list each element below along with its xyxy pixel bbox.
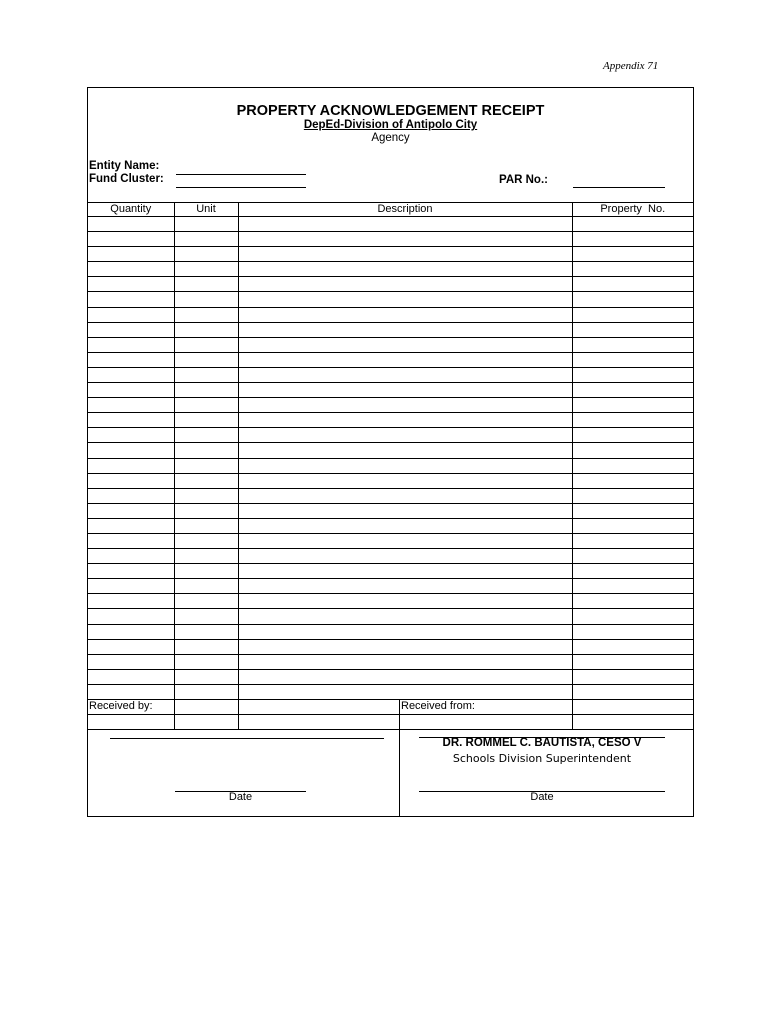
table-row xyxy=(88,443,693,458)
cell-unit[interactable] xyxy=(174,383,238,398)
signature-divider xyxy=(399,699,400,816)
cell-unit[interactable] xyxy=(174,428,238,443)
cell-unit[interactable] xyxy=(174,564,238,579)
cell-quantity[interactable] xyxy=(88,549,174,564)
cell-description[interactable] xyxy=(238,398,572,413)
cell-unit[interactable] xyxy=(174,307,238,322)
table-row xyxy=(88,383,693,398)
table-row xyxy=(88,413,693,428)
cell-quantity[interactable] xyxy=(88,579,174,594)
cell-quantity[interactable] xyxy=(88,639,174,654)
cell-quantity[interactable] xyxy=(88,473,174,488)
cell-description[interactable] xyxy=(238,684,572,699)
cell-description[interactable] xyxy=(238,307,572,322)
table-row xyxy=(88,428,693,443)
table-row xyxy=(88,247,693,262)
table-row xyxy=(88,217,693,232)
table-row xyxy=(88,307,693,322)
cell-quantity[interactable] xyxy=(88,624,174,639)
cell-description[interactable] xyxy=(238,337,572,352)
cell-property-no[interactable] xyxy=(572,533,693,548)
par-no-label: PAR No.: xyxy=(499,174,548,186)
col-header-unit: Unit xyxy=(174,203,238,217)
cell-unit[interactable] xyxy=(174,367,238,382)
cell-unit[interactable] xyxy=(174,684,238,699)
cell-quantity[interactable] xyxy=(88,232,174,247)
cell-quantity[interactable] xyxy=(88,247,174,262)
fund-cluster-field[interactable] xyxy=(176,187,306,188)
table-row xyxy=(88,609,693,624)
cell-quantity[interactable] xyxy=(88,383,174,398)
par-no-field[interactable] xyxy=(573,187,665,188)
cell-unit[interactable] xyxy=(174,277,238,292)
col-header-description: Description xyxy=(238,203,572,217)
cell-quantity[interactable] xyxy=(88,217,174,232)
received-by-label: Received by: xyxy=(89,700,153,712)
cell-unit[interactable] xyxy=(174,337,238,352)
table-row xyxy=(88,654,693,669)
received-from-date-label: Date xyxy=(530,791,554,803)
table-row xyxy=(88,579,693,594)
received-by-date-label: Date xyxy=(228,791,253,803)
cell-property-no[interactable] xyxy=(572,277,693,292)
cell-property-no[interactable] xyxy=(572,337,693,352)
table-row xyxy=(88,669,693,684)
cell-unit[interactable] xyxy=(174,503,238,518)
cell-property-no[interactable] xyxy=(572,307,693,322)
cell-property-no[interactable] xyxy=(572,639,693,654)
table-row xyxy=(88,533,693,548)
cell-property-no[interactable] xyxy=(572,232,693,247)
signature-section xyxy=(88,699,693,816)
entity-name-label: Entity Name: xyxy=(89,160,160,172)
cell-quantity[interactable] xyxy=(88,503,174,518)
cell-unit[interactable] xyxy=(174,413,238,428)
cell-quantity[interactable] xyxy=(88,518,174,533)
cell-description[interactable] xyxy=(238,367,572,382)
cell-description[interactable] xyxy=(238,428,572,443)
cell-description[interactable] xyxy=(238,609,572,624)
cell-property-no[interactable] xyxy=(572,669,693,684)
cell-property-no[interactable] xyxy=(572,262,693,277)
cell-quantity[interactable] xyxy=(88,684,174,699)
table-row xyxy=(88,232,693,247)
cell-unit[interactable] xyxy=(174,443,238,458)
cell-property-no[interactable] xyxy=(572,367,693,382)
table-row xyxy=(88,292,693,307)
cell-unit[interactable] xyxy=(174,533,238,548)
cell-unit[interactable] xyxy=(174,669,238,684)
cell-unit[interactable] xyxy=(174,473,238,488)
cell-quantity[interactable] xyxy=(88,277,174,292)
table-header-row xyxy=(88,203,693,217)
received-from-position: Schools Division Superintendent xyxy=(452,752,632,765)
table-row xyxy=(88,488,693,503)
cell-quantity[interactable] xyxy=(88,533,174,548)
entity-name-field[interactable] xyxy=(176,174,306,175)
cell-property-no[interactable] xyxy=(572,564,693,579)
cell-property-no[interactable] xyxy=(572,217,693,232)
cell-quantity[interactable] xyxy=(88,262,174,277)
cell-description[interactable] xyxy=(238,443,572,458)
cell-property-no[interactable] xyxy=(572,413,693,428)
cell-description[interactable] xyxy=(238,669,572,684)
cell-quantity[interactable] xyxy=(88,609,174,624)
table-row xyxy=(88,262,693,277)
cell-property-no[interactable] xyxy=(572,624,693,639)
cell-property-no[interactable] xyxy=(572,503,693,518)
cell-description[interactable] xyxy=(238,488,572,503)
cell-description[interactable] xyxy=(238,352,572,367)
cell-description[interactable] xyxy=(238,413,572,428)
cell-quantity[interactable] xyxy=(88,488,174,503)
cell-description[interactable] xyxy=(238,292,572,307)
table-row xyxy=(88,473,693,488)
cell-description[interactable] xyxy=(238,518,572,533)
cell-description[interactable] xyxy=(238,579,572,594)
cell-quantity[interactable] xyxy=(88,564,174,579)
cell-description[interactable] xyxy=(238,473,572,488)
cell-property-no[interactable] xyxy=(572,518,693,533)
table-row xyxy=(88,624,693,639)
agency-label: Agency xyxy=(371,132,410,144)
appendix-label: Appendix 71 xyxy=(603,60,659,72)
table-row xyxy=(88,503,693,518)
cell-description[interactable] xyxy=(238,503,572,518)
cell-description[interactable] xyxy=(238,277,572,292)
cell-quantity[interactable] xyxy=(88,322,174,337)
fund-cluster-label: Fund Cluster: xyxy=(89,173,164,185)
cell-quantity[interactable] xyxy=(88,292,174,307)
cell-description[interactable] xyxy=(238,217,572,232)
cell-description[interactable] xyxy=(238,594,572,609)
cell-unit[interactable] xyxy=(174,609,238,624)
cell-unit[interactable] xyxy=(174,518,238,533)
cell-property-no[interactable] xyxy=(572,352,693,367)
cell-description[interactable] xyxy=(238,533,572,548)
cell-property-no[interactable] xyxy=(572,398,693,413)
table-row xyxy=(88,564,693,579)
table-row xyxy=(88,458,693,473)
cell-unit[interactable] xyxy=(174,262,238,277)
cell-unit[interactable] xyxy=(174,322,238,337)
cell-quantity[interactable] xyxy=(88,337,174,352)
cell-property-no[interactable] xyxy=(572,579,693,594)
cell-property-no[interactable] xyxy=(572,609,693,624)
cell-description[interactable] xyxy=(238,654,572,669)
cell-property-no[interactable] xyxy=(572,322,693,337)
table-row xyxy=(88,398,693,413)
cell-quantity[interactable] xyxy=(88,352,174,367)
cell-unit[interactable] xyxy=(174,624,238,639)
cell-unit[interactable] xyxy=(174,352,238,367)
cell-quantity[interactable] xyxy=(88,307,174,322)
cell-unit[interactable] xyxy=(174,247,238,262)
cell-unit[interactable] xyxy=(174,654,238,669)
col-header-property-no: Property No. xyxy=(572,203,693,217)
table-row xyxy=(88,639,693,654)
cell-description[interactable] xyxy=(238,247,572,262)
table-row xyxy=(88,549,693,564)
received-from-name: DR. ROMMEL C. BAUTISTA, CESO V xyxy=(442,737,642,749)
cell-unit[interactable] xyxy=(174,579,238,594)
cell-unit[interactable] xyxy=(174,292,238,307)
cell-unit[interactable] xyxy=(174,217,238,232)
received-by-signature-line[interactable] xyxy=(110,738,384,739)
cell-unit[interactable] xyxy=(174,488,238,503)
cell-quantity[interactable] xyxy=(88,413,174,428)
cell-property-no[interactable] xyxy=(572,488,693,503)
cell-description[interactable] xyxy=(238,322,572,337)
cell-property-no[interactable] xyxy=(572,684,693,699)
cell-description[interactable] xyxy=(238,564,572,579)
cell-unit[interactable] xyxy=(174,398,238,413)
cell-quantity[interactable] xyxy=(88,443,174,458)
table-row xyxy=(88,337,693,352)
cell-unit[interactable] xyxy=(174,639,238,654)
cell-unit[interactable] xyxy=(174,594,238,609)
receipt-form xyxy=(87,87,694,817)
cell-description[interactable] xyxy=(238,639,572,654)
agency-name-text: DepEd-Division of Antipolo City xyxy=(303,119,478,131)
cell-description[interactable] xyxy=(238,383,572,398)
cell-quantity[interactable] xyxy=(88,367,174,382)
col-header-quantity: Quantity xyxy=(88,203,174,217)
cell-property-no[interactable] xyxy=(572,383,693,398)
cell-description[interactable] xyxy=(238,458,572,473)
received-from-label: Received from: xyxy=(401,700,475,712)
items-table xyxy=(88,202,693,730)
cell-quantity[interactable] xyxy=(88,654,174,669)
table-row xyxy=(88,322,693,337)
cell-quantity[interactable] xyxy=(88,669,174,684)
cell-property-no[interactable] xyxy=(572,549,693,564)
table-row xyxy=(88,277,693,292)
cell-unit[interactable] xyxy=(174,458,238,473)
table-row xyxy=(88,594,693,609)
cell-unit[interactable] xyxy=(174,549,238,564)
cell-quantity[interactable] xyxy=(88,458,174,473)
cell-property-no[interactable] xyxy=(572,594,693,609)
table-row xyxy=(88,367,693,382)
table-row xyxy=(88,684,693,699)
cell-description[interactable] xyxy=(238,232,572,247)
cell-property-no[interactable] xyxy=(572,654,693,669)
cell-property-no[interactable] xyxy=(572,458,693,473)
cell-quantity[interactable] xyxy=(88,428,174,443)
agency-name xyxy=(88,119,693,131)
table-row xyxy=(88,352,693,367)
cell-quantity[interactable] xyxy=(88,398,174,413)
cell-property-no[interactable] xyxy=(572,473,693,488)
cell-property-no[interactable] xyxy=(572,247,693,262)
cell-property-no[interactable] xyxy=(572,428,693,443)
cell-description[interactable] xyxy=(238,262,572,277)
cell-description[interactable] xyxy=(238,549,572,564)
cell-description[interactable] xyxy=(238,624,572,639)
cell-property-no[interactable] xyxy=(572,292,693,307)
table-body xyxy=(88,217,693,730)
cell-quantity[interactable] xyxy=(88,594,174,609)
table-row xyxy=(88,518,693,533)
cell-unit[interactable] xyxy=(174,232,238,247)
form-title: PROPERTY ACKNOWLEDGEMENT RECEIPT xyxy=(236,103,545,119)
cell-property-no[interactable] xyxy=(572,443,693,458)
